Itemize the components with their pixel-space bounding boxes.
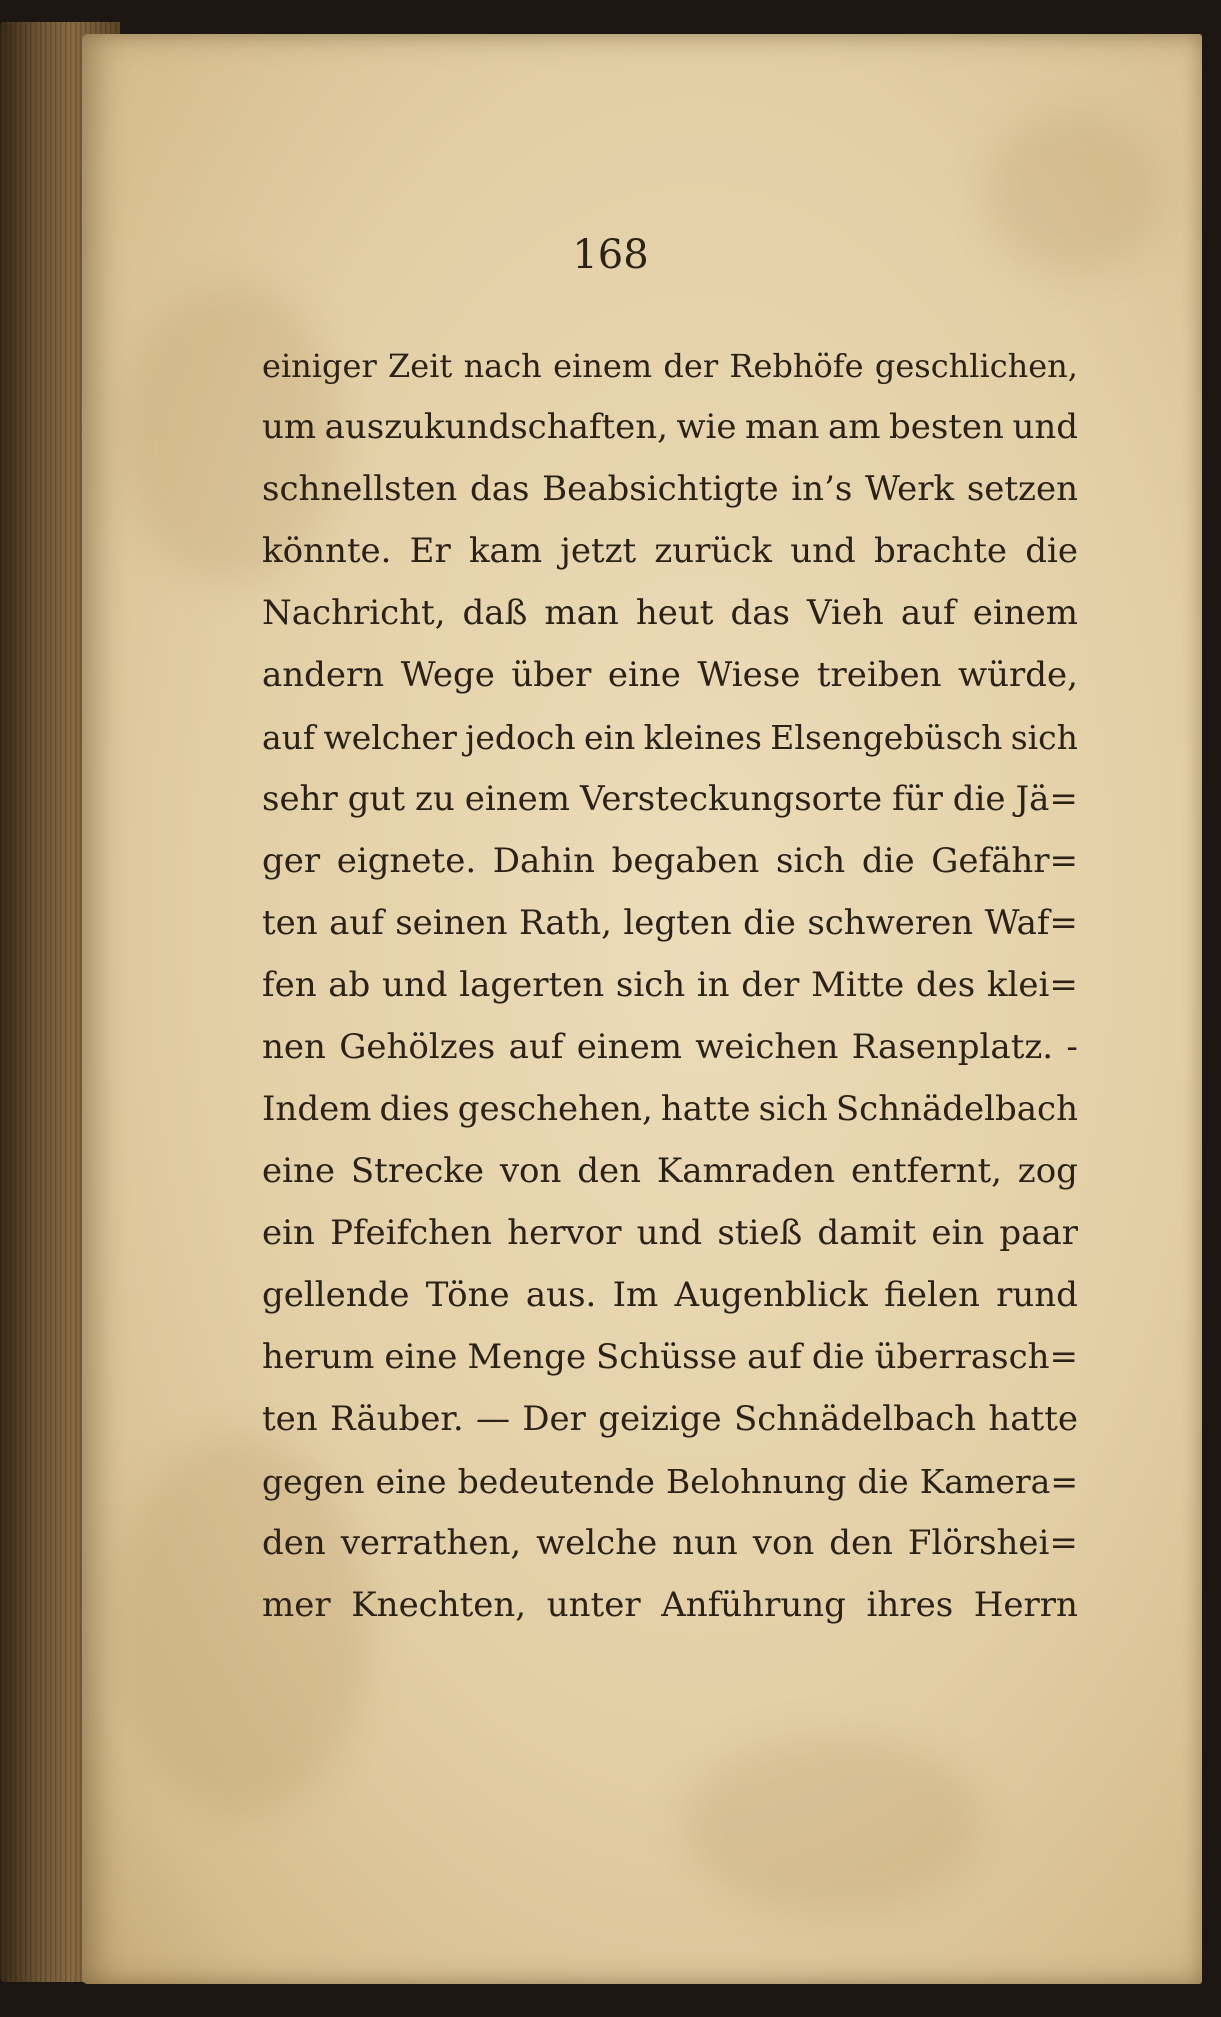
paper-stain: [682, 1734, 982, 1914]
text-line: ein Pfeifchen hervor und stieß damit ein paar: [262, 1213, 1078, 1253]
text-line: ger eignete. Dahin begaben sich die Gefähr=: [262, 841, 1078, 881]
text-line: herum eine Menge Schüsse auf die überrasch=: [262, 1337, 1078, 1377]
text-line: auf welcher jedoch ein kleines Elsengebüsch sich: [262, 718, 1078, 757]
text-line: Nachricht, daß man heut das Vieh auf einem: [262, 593, 1078, 633]
text-line: fen ab und lagerten sich in der Mitte des klei=: [262, 965, 1078, 1005]
body-text: [262, 320, 1078, 1625]
text-line: ten Räuber. — Der geizige Schnädelbach hatte: [262, 1399, 1078, 1439]
text-line: gellende Töne aus. Im Augenblick fielen rund: [262, 1275, 1078, 1315]
text-line: eine Strecke von den Kamraden entfernt, zog: [262, 1151, 1078, 1191]
text-line: sehr gut zu einem Versteckungsorte für die Jä=: [262, 779, 1078, 819]
text-line: den verrathen, welche nun von den Flörshei=: [262, 1523, 1078, 1563]
text-line: einiger Zeit nach einem der Rebhöfe geschlichen,: [262, 347, 1078, 385]
text-line: um auszukundschaften, wie man am besten und: [262, 407, 1078, 447]
page-number: 168: [572, 232, 649, 278]
text-line: könnte. Er kam jetzt zurück und brachte die: [262, 531, 1078, 571]
text-line: Indem dies geschehen, hatte sich Schnädelbach: [262, 1089, 1078, 1129]
text-line: gegen eine bedeutende Belohnung die Kamera=: [262, 1462, 1078, 1501]
text-line: schnellsten das Beabsichtigte in’s Werk setzen: [262, 469, 1078, 509]
text-line: mer Knechten, unter Anführung ihres Herrn: [262, 1585, 1078, 1625]
text-line: nen Gehölzes auf einem weichen Rasenplatz. -: [262, 1027, 1078, 1067]
text-line: ten auf seinen Rath, legten die schweren Waf=: [262, 903, 1078, 943]
text-line: andern Wege über eine Wiese treiben würde,: [262, 655, 1078, 695]
